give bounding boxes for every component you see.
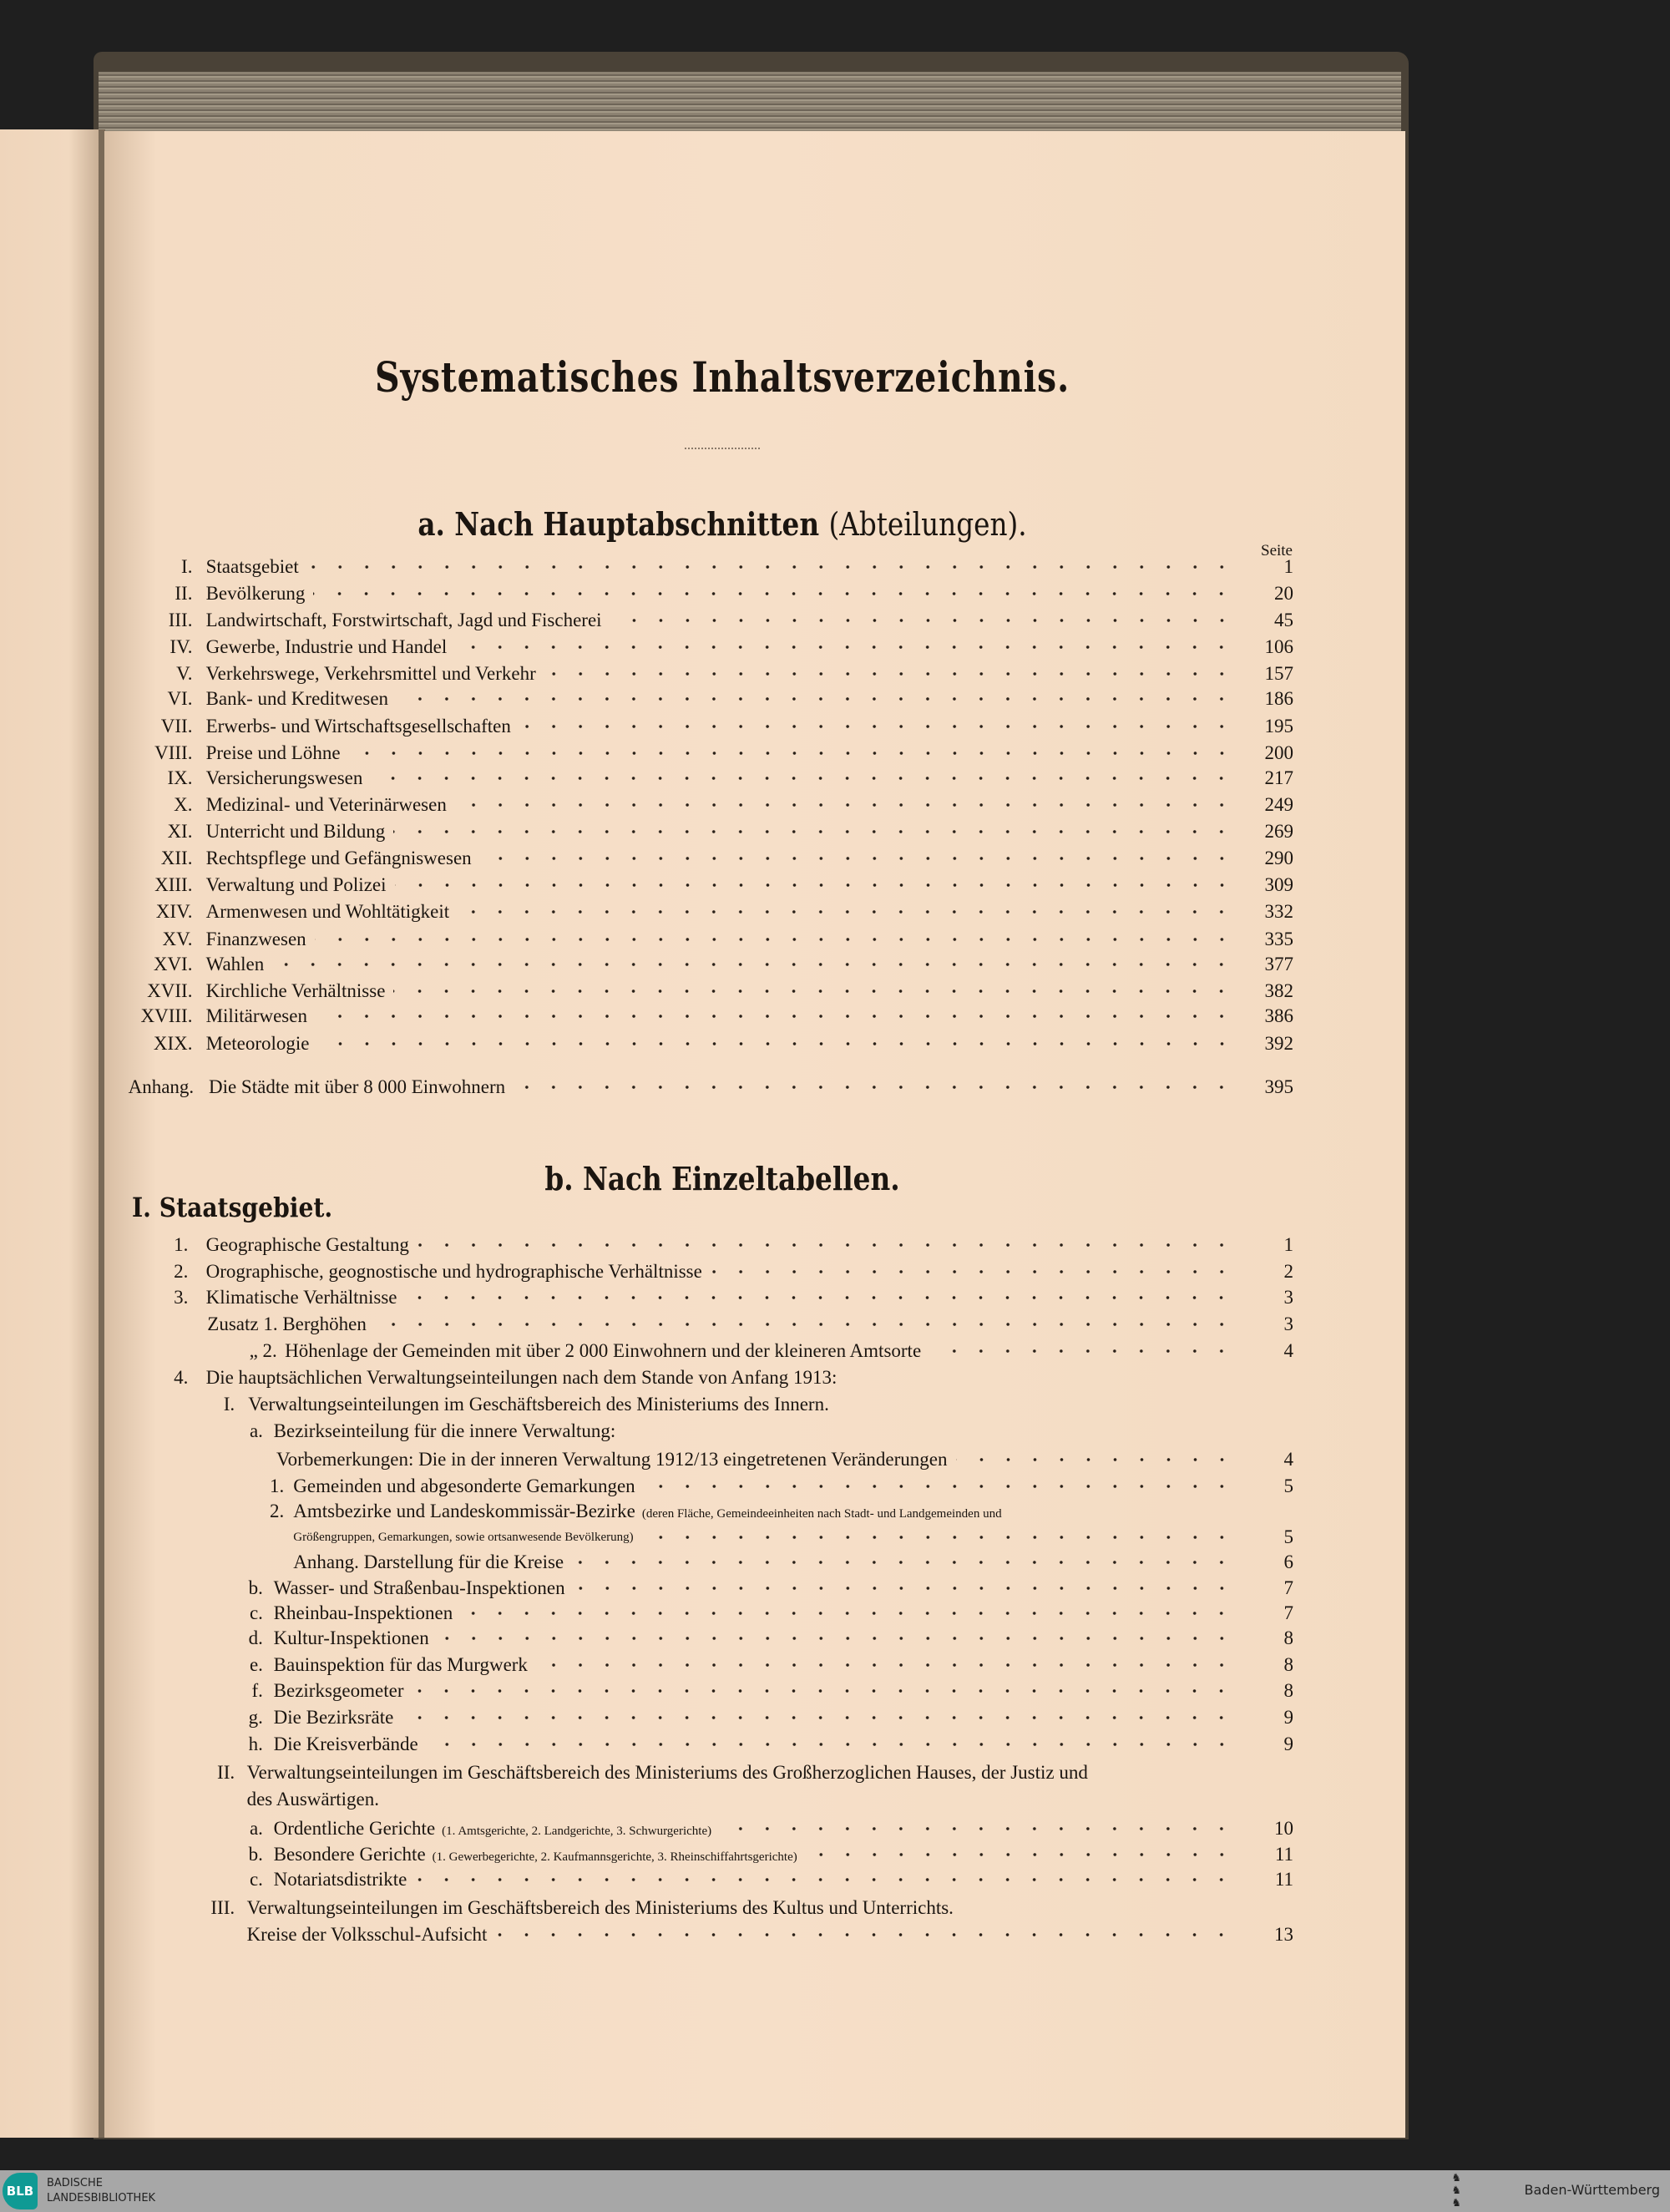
entry-page-number: 11 [1274,1843,1293,1865]
dot-leader [514,1084,1235,1091]
dot-leader [318,1040,1235,1047]
dot-leader [519,723,1235,730]
toc-entry[interactable] [167,686,1293,711]
entry-note: (1. Gewerbegerichte, 2. Kaufmannsgerichte, 3. Rheinschiffahrtsgerichte) [432,1850,797,1864]
entry-number: b. [248,1843,263,1865]
entry-page-number: 5 [1283,1475,1293,1496]
entry-label: Rechtspflege und Gefängniswesen [205,848,472,869]
entry-number: 1. [269,1475,285,1496]
entry-number: II. [217,1761,235,1783]
entry-number: f. [251,1679,263,1701]
entry-label: Preise und Löhne [205,742,341,763]
entry-note: (deren Fläche, Gemeindeeinheiten nach Stadt- und Landgemeinden und [641,1507,1002,1521]
toc-entry[interactable] [162,927,1293,952]
entry-label: Notariatsdistrikte [273,1869,407,1891]
entry-page-number: 3 [1283,1313,1293,1334]
toc-entry[interactable] [153,952,1293,977]
entry-page-number: 290 [1264,848,1293,869]
library-name-line2: LANDESBIBLIOTHEK [47,2192,156,2204]
dot-leader [806,1851,1235,1858]
entry-number: XVIII. [140,1005,193,1027]
entry-label: Meteorologie [205,1032,310,1054]
toc-entry[interactable] [251,1678,1293,1703]
entry-page-number: 4 [1283,1339,1293,1361]
entry-label: Klimatische Verhältnisse [205,1286,397,1308]
toc-entry[interactable] [170,635,1293,660]
entry-number: V. [176,663,193,685]
entry-label: Erwerbs- und Wirtschaftsgesellschaften [205,715,511,736]
entry-number: I. [181,555,193,577]
entry-page-number: 4 [1283,1448,1293,1470]
toc-entry[interactable] [174,792,1293,817]
entry-label: Die Städte mit über 8 000 Einwohnern [208,1076,506,1097]
entry-label: Wahlen [205,953,265,974]
lion-icon: ♞ [1451,2197,1461,2209]
entry-page-number: 395 [1264,1076,1293,1097]
entry-page-number: 45 [1273,609,1293,630]
entry-number: III. [210,1896,235,1918]
dot-leader [455,644,1235,650]
entry-label: Kultur-Inspektionen [273,1627,429,1649]
toc-entry[interactable] [181,554,1293,580]
page-title: Systematisches Inhaltsverzeichnis. [374,352,1070,402]
document-page [104,131,1405,2138]
entry-label: Bank- und Kreditwesen [205,688,389,710]
entry-label: Gemeinden und abgesonderte Gemarkungen [293,1475,635,1496]
entry-page-number: 392 [1264,1032,1293,1054]
entry-number: c. [249,1602,263,1623]
entry-number: IX. [167,767,193,789]
toc-entry[interactable] [217,1760,1243,1785]
dot-leader [574,1585,1235,1592]
entry-page-number: 13 [1273,1923,1293,1945]
dot-leader [405,1294,1235,1301]
entry-label: Bezirksgeometer [273,1679,404,1701]
entry-label: Orographische, geognostische und hydrographische Verhältnisse [205,1261,702,1283]
toc-entry[interactable] [160,846,1293,871]
entry-page-number: 186 [1264,688,1293,710]
state-label: Baden-Württemberg [1524,2182,1660,2198]
dot-leader [544,671,1235,677]
entry-note: (1. Amtsgerichte, 2. Landgerichte, 3. Schwurgerichte) [442,1825,712,1839]
section-b-subheading: I. Staatsgebiet. [132,1192,333,1223]
toc-entry[interactable] [167,766,1293,791]
entry-page-number: 3 [1283,1286,1293,1308]
entry-page-number: 382 [1264,980,1293,1002]
entry-label: Wasser- und Straßenbau-Inspektionen [273,1577,565,1598]
entry-number: VIII. [154,742,193,763]
dot-leader [495,1931,1235,1938]
dot-leader [720,1825,1235,1832]
dot-leader [316,1013,1235,1020]
dot-leader [536,1662,1235,1668]
dot-leader [393,828,1235,835]
dot-leader [644,1483,1235,1490]
entry-number: XIV. [155,901,193,923]
entry-label: Staatsgebiet [205,555,299,577]
entry-number: h. [248,1733,263,1754]
toc-entry[interactable] [160,714,1293,739]
toc-entry[interactable] [167,819,1293,844]
entry-number: II. [175,582,193,604]
dot-leader [461,1610,1235,1617]
entry-page-number: 1 [1283,1234,1293,1256]
entry-number: VII. [160,715,193,736]
toc-entry[interactable] [249,1419,1243,1444]
dot-leader [313,590,1235,597]
toc-entry[interactable] [140,1004,1293,1029]
dot-leader [402,1714,1235,1721]
toc-entry[interactable] [248,1626,1293,1651]
entry-page-number: 8 [1283,1627,1293,1649]
dot-leader [438,1635,1235,1642]
entry-label: Finanzwesen [205,928,306,949]
entry-page-number: 8 [1283,1654,1293,1676]
entry-page-number: 1 [1283,555,1293,577]
entry-label: Zusatz 1. Berghöhen [207,1313,367,1334]
dot-leader [307,564,1235,570]
entry-page-number: 9 [1283,1706,1293,1728]
entry-number: XVII. [147,980,193,1002]
entry-page-number: 269 [1264,821,1293,843]
entry-label: Landwirtschaft, Forstwirtschaft, Jagd und Fischerei [205,609,602,630]
dot-leader [956,1456,1235,1463]
decorative-divider [685,444,760,449]
entry-label: Die hauptsächlichen Verwaltungseinteilungen nach dem Stande von Anfang 1913: [205,1366,838,1388]
toc-entry[interactable] [247,1787,1243,1812]
entry-page-number: 5 [1283,1526,1293,1547]
section-a-heading [101,505,1344,543]
entry-label: Vorbemerkungen: Die in der inneren Verwaltung 1912/13 eingetretenen Veränderungen [276,1448,948,1470]
entry-page-number: 377 [1264,953,1293,974]
entry-page-number: 249 [1264,794,1293,816]
toc-entry[interactable] [210,1896,1243,1921]
toc-entry[interactable] [269,1474,1293,1499]
entry-label: Verkehrswege, Verkehrsmittel und Verkehr [205,663,536,685]
entry-number: Anhang. [128,1076,195,1097]
entry-label: Die Kreisverbände [273,1733,418,1754]
toc-entry[interactable] [223,1392,1243,1417]
entry-number: XIII. [154,874,193,896]
entry-page-number: 386 [1264,1005,1293,1027]
entry-number: III. [168,609,193,630]
entry-number: „ 2. [249,1339,277,1361]
entry-number: 3. [174,1286,189,1308]
entry-number: XIX. [153,1032,193,1054]
entry-page-number: 157 [1264,663,1293,685]
toc-entry[interactable] [276,1447,1293,1472]
lion-icon: ♞ [1451,2172,1461,2184]
left-page [0,129,99,2138]
entry-page-number: 335 [1264,928,1293,949]
toc-entry[interactable] [269,1499,1243,1524]
entry-note: Größengruppen, Gemarkungen, sowie ortsanwesende Bevölkerung) [293,1530,634,1544]
dot-leader [375,1321,1235,1328]
page-edges [99,72,1401,132]
toc-entry[interactable] [249,1816,1293,1841]
entry-label: Verwaltungseinteilungen im Geschäftsbereich des Ministeriums des Innern. [248,1393,829,1415]
entry-number: a. [249,1818,263,1840]
toc-entry[interactable] [249,1867,1293,1892]
toc-entry[interactable] [248,1842,1293,1867]
entry-label: Kreise der Volksschul-Aufsicht [246,1923,488,1945]
toc-entry[interactable] [128,1075,1293,1100]
dot-leader [711,1268,1235,1275]
entry-number: 1. [174,1234,189,1256]
dot-leader [415,1876,1235,1883]
dot-leader [393,988,1235,995]
entry-page-number: 195 [1264,715,1293,736]
section-b-heading: b. Nach Einzeltabellen. [544,1160,900,1197]
entry-label: Ordentliche Gerichte [273,1818,436,1840]
entry-label: Anhang. Darstellung für die Kreise [293,1551,564,1573]
dot-leader [427,1741,1235,1748]
section-a-paren: (Abteilungen). [828,506,1027,543]
entry-label: Verwaltungseinteilungen im Geschäftsbereich des Ministeriums des Großherzoglichen Hauses, der Justiz und [246,1761,1088,1783]
entry-number: XV. [162,928,193,949]
dot-leader [395,882,1235,888]
entry-number: b. [248,1577,263,1598]
entry-number: IV. [170,635,193,657]
toc-entry[interactable] [174,1285,1293,1310]
entry-number: X. [174,794,193,816]
toc-entry[interactable] [249,1339,1293,1364]
entry-page-number: 106 [1264,635,1293,657]
toc-entry[interactable] [293,1525,1293,1550]
dot-leader [610,617,1235,624]
toc-entry[interactable] [207,1312,1293,1337]
dot-leader [272,961,1235,968]
footer-bar [0,2170,1670,2212]
dot-leader [371,775,1235,782]
dot-leader [412,1688,1235,1694]
toc-entry[interactable] [293,1550,1293,1575]
entry-label: des Auswärtigen. [246,1788,379,1810]
entry-label: Bevölkerung [205,582,306,604]
entry-label: Kirchliche Verhältnisse [205,980,386,1002]
lion-icon: ♞ [1451,2184,1461,2197]
entry-page-number: 10 [1273,1818,1293,1840]
entry-page-number: 309 [1264,874,1293,896]
entry-number: a. [249,1420,263,1442]
toc-entry[interactable] [174,1259,1293,1284]
dot-leader [480,855,1235,862]
dot-leader [455,802,1235,808]
entry-page-number: 2 [1283,1261,1293,1283]
toc-entry[interactable] [168,608,1293,633]
entry-number: XII. [160,848,193,869]
entry-page-number: 200 [1264,742,1293,763]
toc-entry[interactable] [147,979,1293,1004]
entry-label: Höhenlage der Gemeinden mit über 2 000 Einwohnern und der kleineren Amtsorte [285,1339,922,1361]
toc-entry[interactable] [155,899,1293,924]
entry-page-number: 7 [1283,1577,1293,1598]
entry-number: VI. [167,688,193,710]
toc-entry[interactable] [174,1365,1243,1390]
entry-number: d. [248,1627,263,1649]
section-a-title: a. Nach Hauptabschnitten [418,505,820,543]
toc-entry[interactable] [248,1576,1293,1601]
entry-label: Bauinspektion für das Murgwerk [273,1654,528,1676]
entry-number: c. [249,1869,263,1891]
entry-label: Amtsbezirke und Landeskommissär-Bezirke [293,1501,635,1522]
dot-leader [642,1534,1235,1541]
dot-leader [458,909,1235,915]
entry-label: Die Bezirksräte [273,1706,394,1728]
entry-page-number: 6 [1283,1551,1293,1573]
entry-page-number: 20 [1273,582,1293,604]
toc-entry[interactable] [248,1732,1293,1757]
dot-leader [315,936,1235,943]
entry-label: Versicherungswesen [205,767,363,789]
entry-page-number: 9 [1283,1733,1293,1754]
entry-number: g. [248,1706,263,1728]
toc-entry[interactable] [154,741,1293,766]
dot-leader [572,1559,1235,1566]
toc-entry[interactable] [154,873,1293,898]
entry-number: 4. [174,1366,189,1388]
entry-label: Unterricht und Bildung [205,821,386,843]
dot-leader [929,1348,1235,1354]
entry-label: Medizinal- und Veterinärwesen [205,794,447,816]
blb-logo: BLB [3,2173,38,2209]
toc-entry[interactable] [175,581,1293,606]
entry-number: I. [223,1393,235,1415]
entry-page-number: 8 [1283,1679,1293,1701]
entry-label: Militärwesen [205,1005,307,1027]
toc-entry[interactable] [176,661,1293,686]
entry-page-number: 7 [1283,1602,1293,1623]
entry-label: Verwaltung und Polizei [205,874,387,896]
toc-entry[interactable] [249,1653,1293,1678]
entry-number: 2. [174,1261,189,1283]
entry-label: Besondere Gerichte [273,1843,426,1865]
page-column-label: Seite [1261,542,1293,559]
dot-leader [418,1242,1235,1248]
entry-label: Geographische Gestaltung [205,1234,409,1256]
entry-page-number: 217 [1264,767,1293,789]
entry-number: 2. [269,1501,285,1522]
entry-label: Armenwesen und Wohltätigkeit [205,901,450,923]
toc-entry[interactable] [174,1233,1293,1258]
toc-entry[interactable] [249,1601,1293,1626]
toc-entry[interactable] [246,1922,1293,1947]
entry-page-number: 11 [1274,1869,1293,1891]
toc-entry[interactable] [153,1031,1293,1056]
dot-leader [349,750,1235,757]
entry-page-number: 332 [1264,901,1293,923]
entry-label: Gewerbe, Industrie und Handel [205,635,448,657]
entry-label: Bezirkseinteilung für die innere Verwaltung: [273,1420,616,1442]
entry-number: XVI. [153,953,193,974]
entry-label: Verwaltungseinteilungen im Geschäftsbereich des Ministeriums des Kultus und Unterrichts. [246,1896,954,1918]
toc-entry[interactable] [248,1705,1293,1730]
entry-number: XI. [167,821,193,843]
entry-label: Rheinbau-Inspektionen [273,1602,453,1623]
dot-leader [397,696,1235,702]
library-name-line1: BADISCHE [47,2177,103,2189]
entry-number: e. [249,1654,263,1676]
